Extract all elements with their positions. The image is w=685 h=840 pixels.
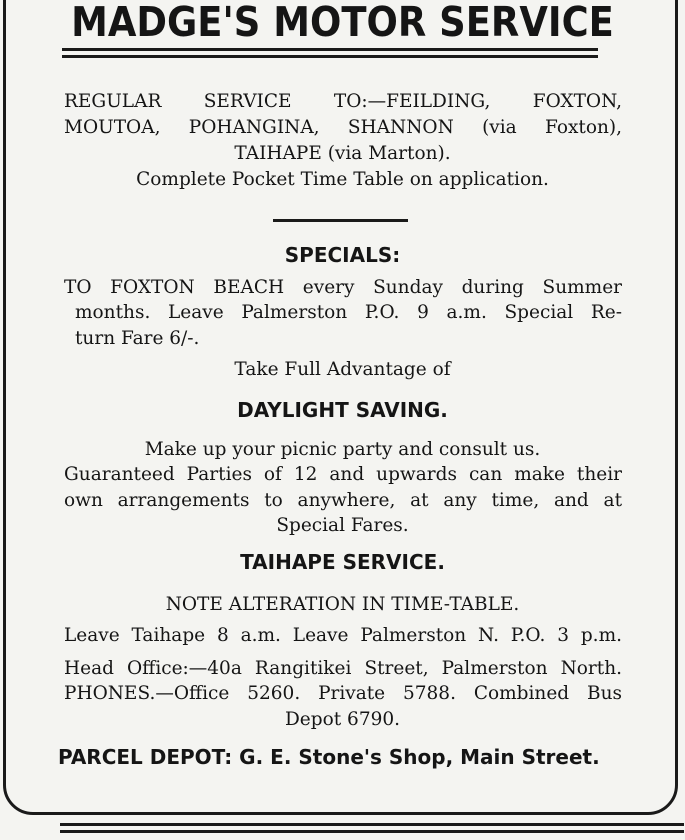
daylight-line-3: own arrangements to anywhere, at any time, and at [64,490,622,511]
daylight-line-4: Special Fares. [276,515,409,536]
timetable-note: Complete Pocket Time Table on application. [136,169,549,190]
bottom-rule-2 [60,830,684,833]
timetable-alteration-note: NOTE ALTERATION IN TIME-TABLE. [165,594,520,615]
regular-service-line-2: MOUTOA, POHANGINA, SHANNON (via Foxton), [64,117,622,138]
parcel-depot: PARCEL DEPOT: G. E. Stone's Shop, Main Street. [58,745,600,769]
specials-heading: SPECIALS: [284,243,401,267]
daylight-intro: Take Full Advantage of [234,359,451,380]
daylight-line-1: Make up your picnic party and consult us. [144,439,541,460]
title-rule-bottom [62,55,598,58]
taihape-times: Leave Taihape 8 a.m. Leave Palmerston N. P.O. 3 p.m. [64,625,622,646]
daylight-line-2: Guaranteed Parties of 12 and upwards can make their [64,464,622,485]
ad-title: MADGE'S MOTOR SERVICE [71,0,614,46]
daylight-heading: DAYLIGHT SAVING. [237,398,448,422]
title-rule-top [62,48,598,51]
specials-line-2: months. Leave Palmerston P.O. 9 a.m. Special Re- [75,302,622,323]
section-divider [273,219,408,222]
bottom-rule-1 [60,823,684,826]
specials-line-1: TO FOXTON BEACH every Sunday during Summer [64,277,622,298]
regular-service-line-3: TAIHAPE (via Marton). [234,143,451,164]
head-office-address: Head Office:—40a Rangitikei Street, Palmerston North. [64,658,622,679]
phones-line-1: PHONES.—Office 5260. Private 5788. Combined Bus [64,683,622,704]
taihape-heading: TAIHAPE SERVICE. [240,550,445,574]
phones-line-2: Depot 6790. [284,709,401,730]
specials-line-3: turn Fare 6/-. [75,328,200,349]
regular-service-line-1: REGULAR SERVICE TO:—FEILDING, FOXTON, [64,91,622,112]
